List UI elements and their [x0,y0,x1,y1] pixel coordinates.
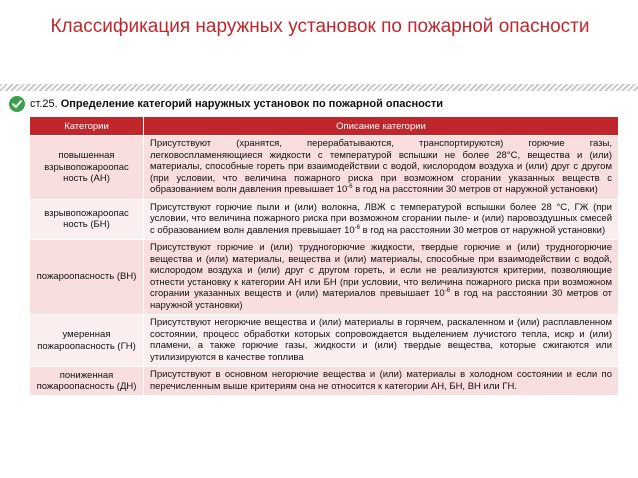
table-row [30,136,619,200]
header-categories: Категории [30,117,144,136]
category-cell: взрывопожароопас ность (БН) [30,199,144,240]
table-header-row [30,117,619,136]
description-cell: Присутствуют горючие пыли и (или) волокна, ЛВЖ с температурой вспышки более 28 °С, ГЖ (при условии, что величина пожарного риска при возможном сгорании пыле- и (или) паровоздушных смесей с образованием волн давления превышает $10^{-6}$ в год на расстоянии 30 метров от наружной установки) [144,199,619,240]
check-circle-icon [9,96,25,112]
article-number: ст.25. [30,98,58,110]
header-description: Описание категории [144,117,619,136]
category-cell: пониженная пожароопасность (ДН) [30,367,144,396]
categories-table [29,116,619,396]
section-title: Определение категорий наружных установок по пожарной опасности [60,98,443,110]
description-cell: Присутствуют негорючие вещества и (или) материалы в горячем, раскаленном и (или) расплавленном состоянии, процесс обработки которых сопровождается выделением лучистого тепла, искр и (или) пламени, а также горючие газы, жидкости и (или) твердые вещества, которые сжигаются или утилизируются в качестве топлива [144,315,619,367]
category-cell: повышенная взрывопожароопас ность (АН) [30,136,144,200]
description-cell: Присутствуют (хранятся, перерабатываются, транспортируются) горючие газы, легковоспламеняющиеся жидкости с температурой вспышки не более 28°С, вещества и (или) материалы, способные гореть при взаимодействии с водой, кислородом воздуха и (или) друг с другом (при условии, что величина пожарного риска при возможном сгорании указанных веществ с образованием волн давления превышает $10^{-6}$ в год на расстоянии 30 метров от наружной установки) [144,136,619,200]
page-title: Классификация наружных установок по пожарной опасности [50,16,590,37]
description-cell: Присутствуют в основном негорючие вещества и (или) материалы в холодном состоянии и если по перечисленным выше критериям она не относится к категории АН, БН, ВН или ГН. [144,367,619,396]
category-cell: умеренная пожароопасность (ГН) [30,315,144,367]
description-cell: Присутствуют горючие и (или) трудногорючие жидкости, твердые горючие и (или) трудногорючие вещества и (или) материалы, вещества и (или) материалы, способные при взаимодействии с водой, кислородом воздуха и (или) друг с другом гореть, и если не реализуются критерии, позволяющие отнести установку к категории АН или БН (при условии, что величина пожарного риска при возможном сгорании указанных веществ и (или) материалов превышает $10^{-6}$ в год на расстоянии 30 метров от наружной установки) [144,240,619,315]
table-row [30,367,619,396]
section-heading [30,98,443,110]
table-row [30,315,619,367]
category-cell: пожароопасность (ВН) [30,240,144,315]
decorative-divider [0,84,638,91]
table-row [30,199,619,240]
table-row [30,240,619,315]
